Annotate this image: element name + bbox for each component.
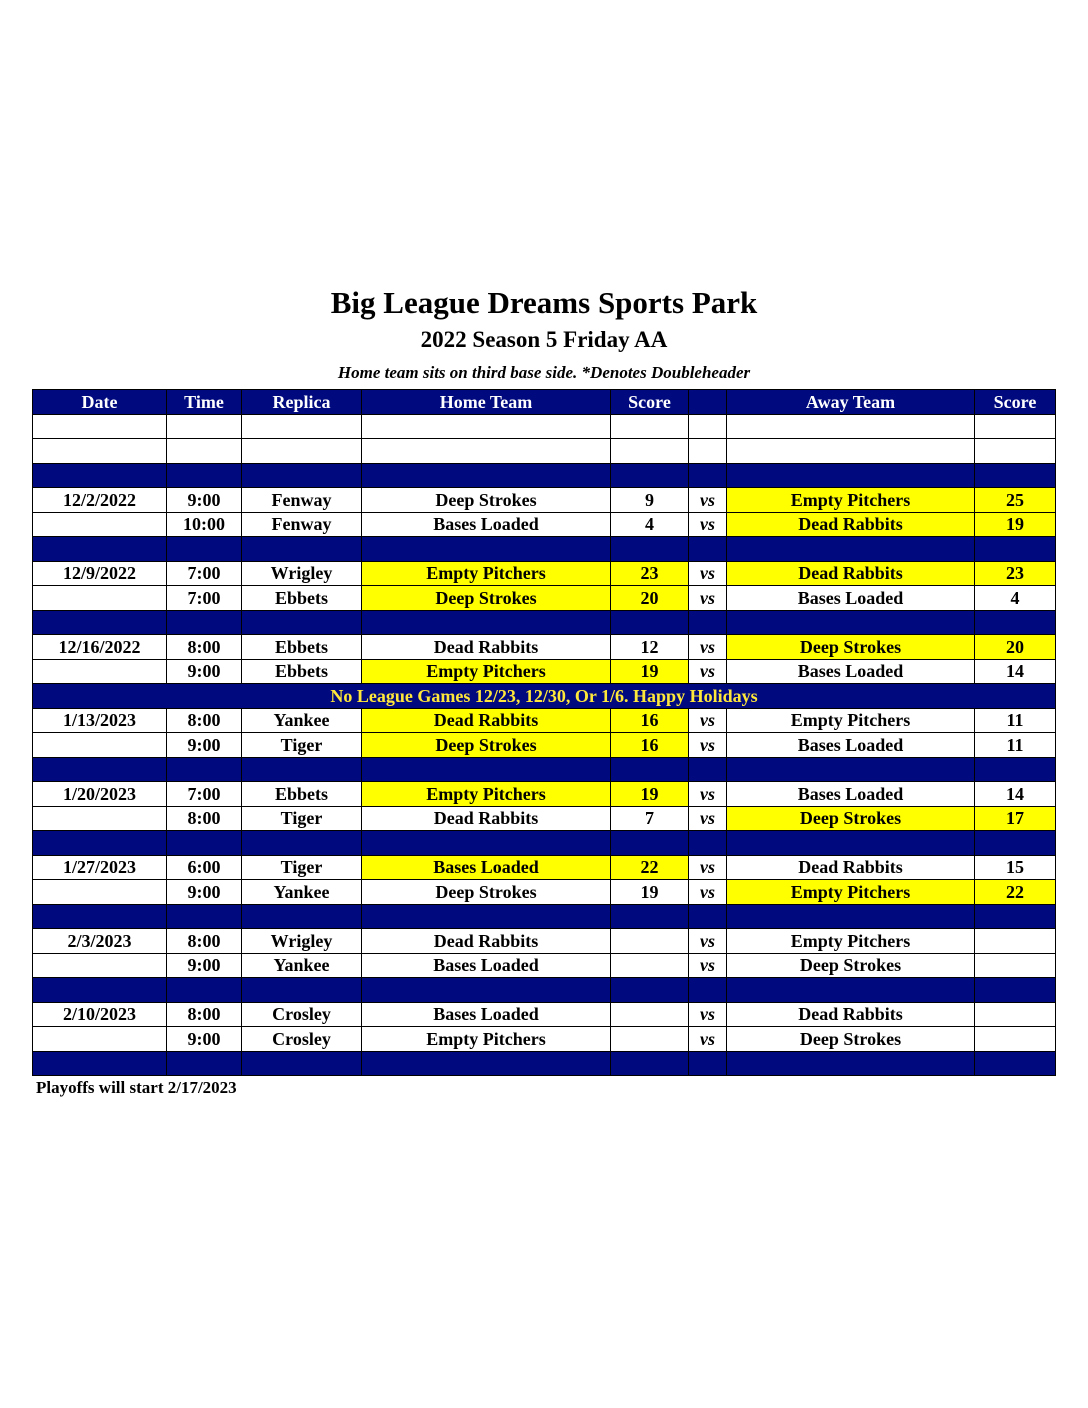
cell-away-team: Dead Rabbits: [727, 561, 975, 586]
cell-away-team: Bases Loaded: [727, 733, 975, 758]
col-header-time: Time: [167, 390, 242, 415]
cell-away-team: Empty Pitchers: [727, 929, 975, 954]
cell-time: 9:00: [167, 659, 242, 684]
spacer-cell: [362, 831, 611, 856]
spacer-cell: [33, 831, 167, 856]
cell-away-score: [975, 929, 1056, 954]
cell-away-score: 25: [975, 488, 1056, 513]
col-header-replica: Replica: [242, 390, 362, 415]
cell-replica: Fenway: [242, 512, 362, 537]
cell-replica: Ebbets: [242, 635, 362, 660]
spacer-row: [33, 757, 1056, 782]
game-row: [33, 659, 1056, 684]
cell-time: 7:00: [167, 782, 242, 807]
cell-replica: Wrigley: [242, 561, 362, 586]
cell-away-score: 14: [975, 659, 1056, 684]
cell-vs: vs: [689, 855, 727, 880]
spacer-cell: [727, 904, 975, 929]
cell-away-team: Empty Pitchers: [727, 880, 975, 905]
game-row: [33, 733, 1056, 758]
spacer-cell: [975, 610, 1056, 635]
cell-date: [33, 880, 167, 905]
cell-home-team: Dead Rabbits: [362, 635, 611, 660]
cell-replica: Ebbets: [242, 782, 362, 807]
cell-date: 1/27/2023: [33, 855, 167, 880]
cell-home-score: 16: [611, 708, 689, 733]
cell-vs: vs: [689, 1002, 727, 1027]
cell-away-team: Deep Strokes: [727, 635, 975, 660]
cell-date: [33, 586, 167, 611]
spacer-cell: [167, 904, 242, 929]
cell-home-team: Bases Loaded: [362, 512, 611, 537]
cell-away-score: 14: [975, 782, 1056, 807]
cell-away-team: Deep Strokes: [727, 1027, 975, 1052]
cell-time: 8:00: [167, 1002, 242, 1027]
spacer-cell: [167, 463, 242, 488]
cell-replica: Crosley: [242, 1002, 362, 1027]
spacer-cell: [689, 1051, 727, 1076]
blank-row: [33, 414, 1056, 439]
spacer-cell: [727, 537, 975, 562]
cell-away-score: 22: [975, 880, 1056, 905]
cell-date: [33, 733, 167, 758]
cell-away-score: 20: [975, 635, 1056, 660]
spacer-cell: [242, 1051, 362, 1076]
spacer-cell: [242, 757, 362, 782]
cell-vs: vs: [689, 586, 727, 611]
col-header-away-team: Away Team: [727, 390, 975, 415]
cell-away-team: Bases Loaded: [727, 782, 975, 807]
cell-time: 9:00: [167, 488, 242, 513]
spacer-cell: [975, 537, 1056, 562]
cell-vs: vs: [689, 929, 727, 954]
cell-home-team: Deep Strokes: [362, 488, 611, 513]
cell-home-score: 19: [611, 782, 689, 807]
spacer-cell: [727, 1051, 975, 1076]
spacer-row: [33, 463, 1056, 488]
spacer-cell: [362, 904, 611, 929]
playoffs-note: Playoffs will start 2/17/2023: [36, 1078, 237, 1097]
cell-away-score: 11: [975, 733, 1056, 758]
game-row: [33, 953, 1056, 978]
cell-date: 12/9/2022: [33, 561, 167, 586]
game-row: [33, 586, 1056, 611]
cell-vs: vs: [689, 880, 727, 905]
cell-home-score: [611, 1002, 689, 1027]
spacer-cell: [33, 537, 167, 562]
spacer-cell: [975, 1051, 1056, 1076]
blank-cell: [167, 414, 242, 439]
blank-cell: [362, 439, 611, 464]
spacer-cell: [689, 831, 727, 856]
blank-cell: [33, 439, 167, 464]
cell-home-score: 7: [611, 806, 689, 831]
cell-time: 10:00: [167, 512, 242, 537]
spacer-cell: [242, 831, 362, 856]
spacer-cell: [33, 610, 167, 635]
cell-home-score: 9: [611, 488, 689, 513]
cell-time: 9:00: [167, 880, 242, 905]
cell-home-score: 19: [611, 880, 689, 905]
blank-cell: [242, 439, 362, 464]
cell-date: 12/16/2022: [33, 635, 167, 660]
cell-date: 1/13/2023: [33, 708, 167, 733]
cell-away-team: Deep Strokes: [727, 953, 975, 978]
cell-vs: vs: [689, 953, 727, 978]
cell-home-team: Empty Pitchers: [362, 659, 611, 684]
spacer-cell: [727, 831, 975, 856]
col-header-away-score: Score: [975, 390, 1056, 415]
cell-date: [33, 1027, 167, 1052]
cell-away-score: [975, 1002, 1056, 1027]
col-header-date: Date: [33, 390, 167, 415]
col-header-home-team: Home Team: [362, 390, 611, 415]
spacer-cell: [242, 463, 362, 488]
cell-away-team: Dead Rabbits: [727, 512, 975, 537]
cell-away-team: Dead Rabbits: [727, 855, 975, 880]
spacer-cell: [689, 904, 727, 929]
cell-time: 9:00: [167, 1027, 242, 1052]
spacer-cell: [33, 904, 167, 929]
spacer-cell: [362, 757, 611, 782]
cell-time: 7:00: [167, 561, 242, 586]
spacer-cell: [611, 904, 689, 929]
spacer-cell: [611, 978, 689, 1003]
schedule-table: [32, 389, 1056, 1076]
col-header-home-score: Score: [611, 390, 689, 415]
spacer-cell: [362, 610, 611, 635]
cell-home-team: Deep Strokes: [362, 586, 611, 611]
cell-home-team: Bases Loaded: [362, 953, 611, 978]
spacer-cell: [727, 610, 975, 635]
spacer-cell: [727, 757, 975, 782]
game-row: [33, 880, 1056, 905]
blank-cell: [611, 414, 689, 439]
cell-vs: vs: [689, 1027, 727, 1052]
cell-replica: Tiger: [242, 855, 362, 880]
cell-replica: Tiger: [242, 806, 362, 831]
cell-home-team: Dead Rabbits: [362, 708, 611, 733]
spacer-cell: [167, 1051, 242, 1076]
cell-date: 12/2/2022: [33, 488, 167, 513]
spacer-cell: [689, 610, 727, 635]
blank-cell: [611, 439, 689, 464]
cell-home-team: Deep Strokes: [362, 733, 611, 758]
cell-away-score: 23: [975, 561, 1056, 586]
spacer-cell: [33, 1051, 167, 1076]
cell-home-team: Deep Strokes: [362, 880, 611, 905]
cell-time: 8:00: [167, 806, 242, 831]
cell-vs: vs: [689, 635, 727, 660]
blank-cell: [242, 414, 362, 439]
cell-time: 9:00: [167, 733, 242, 758]
cell-date: [33, 512, 167, 537]
cell-vs: vs: [689, 782, 727, 807]
spacer-cell: [975, 757, 1056, 782]
game-row: [33, 488, 1056, 513]
page-title: Big League Dreams Sports Park: [330, 285, 758, 320]
cell-replica: Wrigley: [242, 929, 362, 954]
blank-cell: [689, 414, 727, 439]
spacer-cell: [611, 1051, 689, 1076]
cell-home-team: Bases Loaded: [362, 855, 611, 880]
cell-home-score: 20: [611, 586, 689, 611]
cell-home-score: 19: [611, 659, 689, 684]
cell-vs: vs: [689, 806, 727, 831]
game-row: [33, 1027, 1056, 1052]
col-header-vs: [689, 390, 727, 415]
spacer-row: [33, 978, 1056, 1003]
cell-away-team: Empty Pitchers: [727, 708, 975, 733]
spacer-cell: [611, 537, 689, 562]
cell-away-team: Empty Pitchers: [727, 488, 975, 513]
cell-away-score: [975, 1027, 1056, 1052]
cell-date: [33, 659, 167, 684]
cell-replica: Tiger: [242, 733, 362, 758]
spacer-cell: [167, 610, 242, 635]
game-row: [33, 561, 1056, 586]
blank-row: [33, 439, 1056, 464]
cell-replica: Yankee: [242, 880, 362, 905]
game-row: [33, 708, 1056, 733]
spacer-cell: [242, 978, 362, 1003]
cell-time: 8:00: [167, 635, 242, 660]
cell-away-score: 17: [975, 806, 1056, 831]
spacer-cell: [167, 831, 242, 856]
cell-date: 1/20/2023: [33, 782, 167, 807]
cell-home-team: Empty Pitchers: [362, 782, 611, 807]
spacer-cell: [242, 537, 362, 562]
game-row: [33, 806, 1056, 831]
cell-replica: Yankee: [242, 953, 362, 978]
spacer-cell: [362, 463, 611, 488]
spacer-cell: [689, 757, 727, 782]
spacer-cell: [611, 463, 689, 488]
holiday-banner-row: [33, 684, 1056, 709]
spacer-row: [33, 610, 1056, 635]
schedule-note: Home team sits on third base side. *Denotes Doubleheader: [337, 363, 751, 382]
blank-cell: [689, 439, 727, 464]
cell-replica: Yankee: [242, 708, 362, 733]
spacer-cell: [689, 978, 727, 1003]
cell-time: 8:00: [167, 708, 242, 733]
spacer-row: [33, 1051, 1056, 1076]
cell-replica: Fenway: [242, 488, 362, 513]
cell-replica: Ebbets: [242, 659, 362, 684]
game-row: [33, 635, 1056, 660]
cell-home-score: [611, 1027, 689, 1052]
game-row: [33, 1002, 1056, 1027]
cell-away-score: 19: [975, 512, 1056, 537]
spacer-cell: [167, 757, 242, 782]
cell-away-score: 11: [975, 708, 1056, 733]
cell-replica: Crosley: [242, 1027, 362, 1052]
cell-home-score: 4: [611, 512, 689, 537]
cell-away-team: Bases Loaded: [727, 659, 975, 684]
spacer-cell: [975, 904, 1056, 929]
game-row: [33, 855, 1056, 880]
cell-home-team: Dead Rabbits: [362, 806, 611, 831]
spacer-cell: [689, 463, 727, 488]
cell-vs: vs: [689, 512, 727, 537]
spacer-cell: [362, 978, 611, 1003]
cell-time: 8:00: [167, 929, 242, 954]
spacer-cell: [242, 610, 362, 635]
cell-date: 2/3/2023: [33, 929, 167, 954]
blank-cell: [975, 414, 1056, 439]
cell-home-team: Dead Rabbits: [362, 929, 611, 954]
cell-vs: vs: [689, 708, 727, 733]
holiday-banner: No League Games 12/23, 12/30, Or 1/6. Happy Holidays: [33, 684, 1056, 709]
spacer-cell: [975, 831, 1056, 856]
cell-home-score: [611, 953, 689, 978]
cell-time: 7:00: [167, 586, 242, 611]
spacer-cell: [167, 537, 242, 562]
spacer-cell: [33, 978, 167, 1003]
cell-vs: vs: [689, 733, 727, 758]
spacer-cell: [362, 1051, 611, 1076]
cell-time: 9:00: [167, 953, 242, 978]
cell-vs: vs: [689, 488, 727, 513]
table-header-row: [33, 390, 1056, 415]
cell-time: 6:00: [167, 855, 242, 880]
cell-away-score: 4: [975, 586, 1056, 611]
spacer-cell: [242, 904, 362, 929]
cell-away-team: Bases Loaded: [727, 586, 975, 611]
schedule-body: [33, 414, 1056, 1076]
cell-date: [33, 953, 167, 978]
spacer-cell: [33, 463, 167, 488]
blank-cell: [727, 439, 975, 464]
spacer-cell: [611, 610, 689, 635]
cell-home-score: [611, 929, 689, 954]
spacer-row: [33, 537, 1056, 562]
game-row: [33, 512, 1056, 537]
cell-away-team: Deep Strokes: [727, 806, 975, 831]
spacer-cell: [727, 463, 975, 488]
spacer-cell: [689, 537, 727, 562]
blank-cell: [33, 414, 167, 439]
spacer-cell: [611, 757, 689, 782]
spacer-cell: [611, 831, 689, 856]
cell-home-team: Bases Loaded: [362, 1002, 611, 1027]
game-row: [33, 782, 1056, 807]
cell-home-score: 12: [611, 635, 689, 660]
cell-away-team: Dead Rabbits: [727, 1002, 975, 1027]
cell-away-score: [975, 953, 1056, 978]
cell-home-score: 23: [611, 561, 689, 586]
spacer-row: [33, 904, 1056, 929]
spacer-cell: [975, 978, 1056, 1003]
cell-home-team: Empty Pitchers: [362, 1027, 611, 1052]
cell-home-score: 16: [611, 733, 689, 758]
cell-home-team: Empty Pitchers: [362, 561, 611, 586]
cell-vs: vs: [689, 561, 727, 586]
spacer-cell: [33, 757, 167, 782]
spacer-cell: [975, 463, 1056, 488]
blank-cell: [362, 414, 611, 439]
cell-replica: Ebbets: [242, 586, 362, 611]
blank-cell: [975, 439, 1056, 464]
cell-vs: vs: [689, 659, 727, 684]
blank-cell: [727, 414, 975, 439]
cell-away-score: 15: [975, 855, 1056, 880]
page-subtitle: 2022 Season 5 Friday AA: [420, 327, 668, 352]
spacer-row: [33, 831, 1056, 856]
spacer-cell: [167, 978, 242, 1003]
cell-date: 2/10/2023: [33, 1002, 167, 1027]
spacer-cell: [362, 537, 611, 562]
cell-date: [33, 806, 167, 831]
spacer-cell: [727, 978, 975, 1003]
cell-home-score: 22: [611, 855, 689, 880]
blank-cell: [167, 439, 242, 464]
game-row: [33, 929, 1056, 954]
